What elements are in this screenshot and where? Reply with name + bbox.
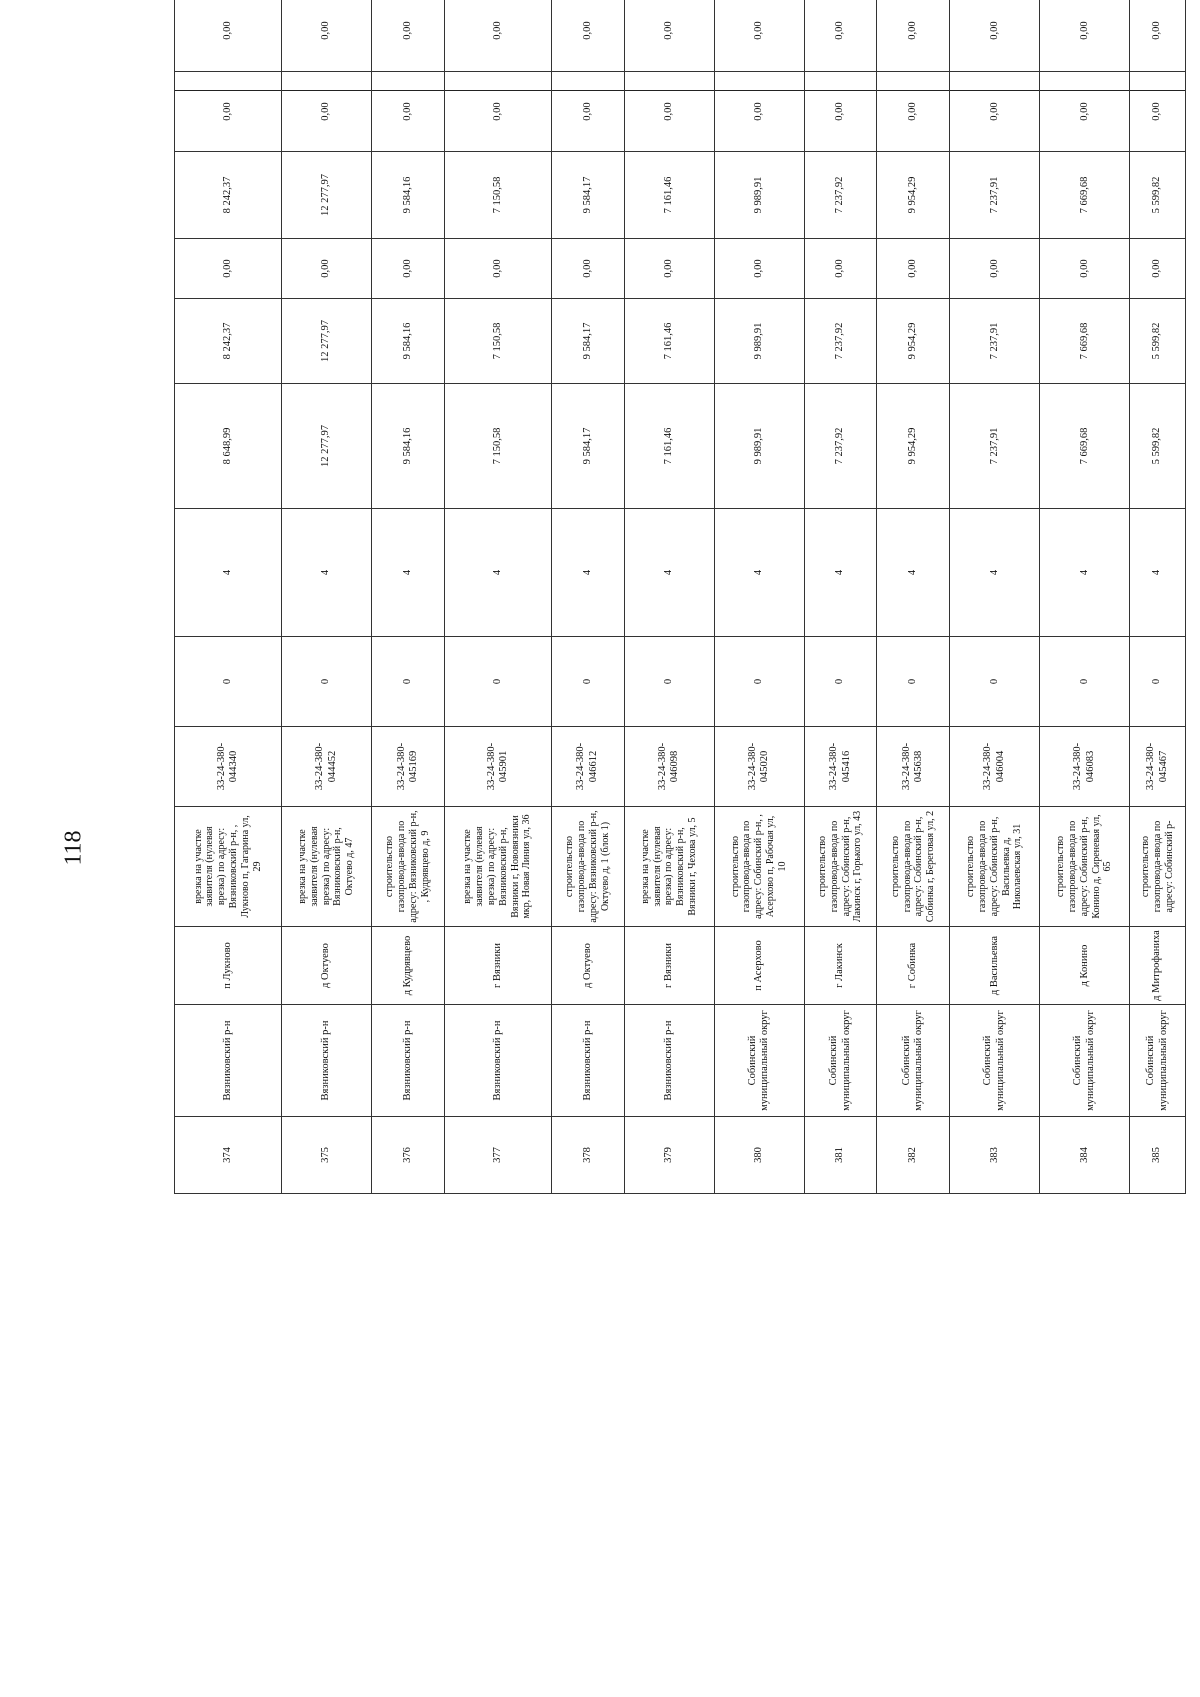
value-cell-2: 9 584,16 (372, 299, 445, 384)
row-number: 375 (282, 1117, 372, 1194)
locality-cell: д Митрофаниха (1130, 927, 1186, 1005)
value-cell-5: 0,00 (804, 72, 877, 152)
district-cell: Собинский муниципальный округ (714, 1005, 804, 1117)
district-cell: Вязниковский р-н (282, 1005, 372, 1117)
table-row (175, 0, 282, 1194)
value-cell-5: 0,00 (1040, 72, 1130, 152)
code-cell: 33-24-380-046098 (624, 727, 714, 807)
row-number: 380 (714, 1117, 804, 1194)
category-cell: 4 (714, 509, 804, 637)
value-cell-2: 7 237,92 (804, 299, 877, 384)
value-cell-1: 7 237,92 (804, 384, 877, 509)
district-cell: Собинский муниципальный округ (1130, 1005, 1186, 1117)
description-cell: врезка на участке заявителя (нулевая врезка) по адресу: Вязниковский р-н, , Лукново п, Гагарина ул, 29 (175, 807, 282, 927)
value-cell-5: 0,00 (877, 72, 950, 152)
count-zero-cell: 0 (804, 637, 877, 727)
page-number: 118 (60, 830, 87, 866)
district-cell: Собинский муниципальный округ (877, 1005, 950, 1117)
locality-cell: д Октуево (551, 927, 624, 1005)
value-cell-1: 7 669,68 (1040, 384, 1130, 509)
value-cell-4: 7 150,58 (444, 152, 551, 239)
value-cell-3: 0,00 (1040, 239, 1130, 299)
value-cell-3: 0,00 (175, 239, 282, 299)
value-cell-4: 5 599,82 (1130, 152, 1186, 239)
code-cell: 33-24-380-045901 (444, 727, 551, 807)
value-cell-2: 7 237,91 (950, 299, 1040, 384)
table-row (282, 0, 372, 1194)
value-cell-2: 9 954,29 (877, 299, 950, 384)
locality-cell: п Асерхово (714, 927, 804, 1005)
value-cell-3: 0,00 (282, 239, 372, 299)
locality-cell: д Конино (1040, 927, 1130, 1005)
code-cell: 33-24-380-045020 (714, 727, 804, 807)
value-cell-1: 7 161,46 (624, 384, 714, 509)
value-cell-1: 12 277,97 (282, 384, 372, 509)
code-cell: 33-24-380-045638 (877, 727, 950, 807)
value-cell-6: 0,00 (877, 0, 950, 72)
count-zero-cell: 0 (372, 637, 445, 727)
code-cell: 33-24-380-046083 (1040, 727, 1130, 807)
row-number: 385 (1130, 1117, 1186, 1194)
value-cell-4: 7 669,68 (1040, 152, 1130, 239)
table-row (950, 0, 1040, 1194)
count-zero-cell: 0 (950, 637, 1040, 727)
table-row (1130, 0, 1186, 1194)
district-cell: Вязниковский р-н (624, 1005, 714, 1117)
value-cell-6: 0,00 (372, 0, 445, 72)
category-cell: 4 (175, 509, 282, 637)
code-cell: 33-24-380-045467 (1130, 727, 1186, 807)
value-cell-5: 0,00 (372, 72, 445, 152)
locality-cell: п Лукново (175, 927, 282, 1005)
value-cell-2: 8 242,37 (175, 299, 282, 384)
count-zero-cell: 0 (877, 637, 950, 727)
count-zero-cell: 0 (1040, 637, 1130, 727)
description-cell: врезка на участке заявителя (нулевая врезка) по адресу: Вязниковский р-н, Вязники г, Нововязники мкр, Новая Линия ул, 36 (444, 807, 551, 927)
value-cell-5: 0,00 (950, 72, 1040, 152)
row-number: 382 (877, 1117, 950, 1194)
description-cell: строительство газопровода-ввода по адресу: Собинский р-н, Собинка г, Береговая ул, 2 (877, 807, 950, 927)
district-cell: Вязниковский р-н (444, 1005, 551, 1117)
category-cell: 4 (1040, 509, 1130, 637)
description-cell: строительство газопровода-ввода по адресу: Собинский р- (1130, 807, 1186, 927)
district-cell: Собинский муниципальный округ (950, 1005, 1040, 1117)
district-cell: Собинский муниципальный округ (804, 1005, 877, 1117)
value-cell-1: 8 648,99 (175, 384, 282, 509)
table-sheet (174, 21, 1186, 1194)
description-cell: врезка на участке заявителя (нулевая врезка) по адресу: Вязниковский р-н, Вязники г, Чехова ул, 5 (624, 807, 714, 927)
locality-cell: г Вязники (444, 927, 551, 1005)
description-cell: строительство газопровода-ввода по адресу: Собинский р-н, Лакинск г, Горького ул, 43 (804, 807, 877, 927)
value-cell-6: 0,00 (282, 0, 372, 72)
table-row (444, 0, 551, 1194)
value-cell-3: 0,00 (877, 239, 950, 299)
count-zero-cell: 0 (714, 637, 804, 727)
count-zero-cell: 0 (551, 637, 624, 727)
value-cell-3: 0,00 (804, 239, 877, 299)
district-cell: Вязниковский р-н (372, 1005, 445, 1117)
value-cell-5: 0,00 (624, 72, 714, 152)
rotated-table-container (174, 21, 1186, 1194)
description-cell: строительство газопровода-ввода по адресу: Собинский р-н, , Асерхово п, Рабочая ул, 10 (714, 807, 804, 927)
value-cell-3: 0,00 (444, 239, 551, 299)
category-cell: 4 (1130, 509, 1186, 637)
code-cell: 33-24-380-045416 (804, 727, 877, 807)
value-cell-1: 7 150,58 (444, 384, 551, 509)
row-number: 384 (1040, 1117, 1130, 1194)
value-cell-4: 9 989,91 (714, 152, 804, 239)
category-cell: 4 (444, 509, 551, 637)
value-cell-1: 9 989,91 (714, 384, 804, 509)
value-cell-2: 7 669,68 (1040, 299, 1130, 384)
value-cell-2: 9 989,91 (714, 299, 804, 384)
table-body (175, 0, 1186, 1194)
value-cell-4: 7 161,46 (624, 152, 714, 239)
value-cell-5: 0,00 (444, 72, 551, 152)
category-cell: 4 (804, 509, 877, 637)
value-cell-3: 0,00 (714, 239, 804, 299)
value-cell-6: 0,00 (624, 0, 714, 72)
value-cell-6: 0,00 (804, 0, 877, 72)
value-cell-6: 0,00 (950, 0, 1040, 72)
description-cell: строительство газопровода-ввода по адресу: Собинский р-н, Конино д, Сиреневая ул, 65 (1040, 807, 1130, 927)
value-cell-1: 9 584,16 (372, 384, 445, 509)
value-cell-6: 0,00 (1040, 0, 1130, 72)
code-cell: 33-24-380-044340 (175, 727, 282, 807)
district-cell: Собинский муниципальный округ (1040, 1005, 1130, 1117)
table-row (551, 0, 624, 1194)
table-row (804, 0, 877, 1194)
value-cell-2: 5 599,82 (1130, 299, 1186, 384)
category-cell: 4 (624, 509, 714, 637)
row-number: 381 (804, 1117, 877, 1194)
description-cell: строительство газопровода-ввода по адресу: Вязниковский р-н, Октуево д, 1 (блок 1) (551, 807, 624, 927)
value-cell-5: 0,00 (282, 72, 372, 152)
locality-cell: г Собинка (877, 927, 950, 1005)
row-number: 377 (444, 1117, 551, 1194)
row-number: 379 (624, 1117, 714, 1194)
value-cell-6: 0,00 (175, 0, 282, 72)
table-row (1040, 0, 1130, 1194)
count-zero-cell: 0 (1130, 637, 1186, 727)
table-row (372, 0, 445, 1194)
category-cell: 4 (877, 509, 950, 637)
district-cell: Вязниковский р-н (551, 1005, 624, 1117)
value-cell-6: 0,00 (444, 0, 551, 72)
row-number: 374 (175, 1117, 282, 1194)
code-cell: 33-24-380-044452 (282, 727, 372, 807)
value-cell-6: 0,00 (551, 0, 624, 72)
table-row (877, 0, 950, 1194)
table-row (714, 0, 804, 1194)
description-cell: строительство газопровода-ввода по адресу: Вязниковский р-н, , Кудрявцево д, 9 (372, 807, 445, 927)
value-cell-1: 7 237,91 (950, 384, 1040, 509)
locality-cell: д Васильевка (950, 927, 1040, 1005)
value-cell-1: 5 599,82 (1130, 384, 1186, 509)
code-cell: 33-24-380-046004 (950, 727, 1040, 807)
value-cell-4: 9 584,16 (372, 152, 445, 239)
locality-cell: г Вязники (624, 927, 714, 1005)
value-cell-3: 0,00 (624, 239, 714, 299)
value-cell-4: 12 277,97 (282, 152, 372, 239)
locality-cell: д Октуево (282, 927, 372, 1005)
value-cell-4: 9 584,17 (551, 152, 624, 239)
category-cell: 4 (282, 509, 372, 637)
locality-cell: д Кудрявцево (372, 927, 445, 1005)
locality-cell: г Лакинск (804, 927, 877, 1005)
count-zero-cell: 0 (175, 637, 282, 727)
value-cell-1: 9 954,29 (877, 384, 950, 509)
value-cell-1: 9 584,17 (551, 384, 624, 509)
value-cell-5: 0,00 (714, 72, 804, 152)
category-cell: 4 (950, 509, 1040, 637)
value-cell-2: 7 161,46 (624, 299, 714, 384)
count-zero-cell: 0 (444, 637, 551, 727)
count-zero-cell: 0 (624, 637, 714, 727)
value-cell-5: 0,00 (1130, 72, 1186, 152)
value-cell-2: 9 584,17 (551, 299, 624, 384)
row-number: 376 (372, 1117, 445, 1194)
value-cell-3: 0,00 (551, 239, 624, 299)
value-cell-6: 0,00 (1130, 0, 1186, 72)
data-table (174, 0, 1186, 1194)
value-cell-3: 0,00 (950, 239, 1040, 299)
code-cell: 33-24-380-045169 (372, 727, 445, 807)
value-cell-3: 0,00 (372, 239, 445, 299)
value-cell-4: 9 954,29 (877, 152, 950, 239)
row-number: 378 (551, 1117, 624, 1194)
value-cell-6: 0,00 (714, 0, 804, 72)
value-cell-4: 7 237,92 (804, 152, 877, 239)
value-cell-4: 8 242,37 (175, 152, 282, 239)
code-cell: 33-24-380-046612 (551, 727, 624, 807)
value-cell-5: 0,00 (175, 72, 282, 152)
district-cell: Вязниковский р-н (175, 1005, 282, 1117)
value-cell-2: 7 150,58 (444, 299, 551, 384)
category-cell: 4 (551, 509, 624, 637)
description-cell: врезка на участке заявителя (нулевая врезка) по адресу: Вязниковский р-н, Октуево д, 47 (282, 807, 372, 927)
category-cell: 4 (372, 509, 445, 637)
value-cell-5: 0,00 (551, 72, 624, 152)
count-zero-cell: 0 (282, 637, 372, 727)
value-cell-4: 7 237,91 (950, 152, 1040, 239)
description-cell: строительство газопровода-ввода по адресу: Собинский р-н, Васильевка д, Николаевская ул, 31 (950, 807, 1040, 927)
table-row (624, 0, 714, 1194)
value-cell-3: 0,00 (1130, 239, 1186, 299)
row-number: 383 (950, 1117, 1040, 1194)
value-cell-2: 12 277,97 (282, 299, 372, 384)
